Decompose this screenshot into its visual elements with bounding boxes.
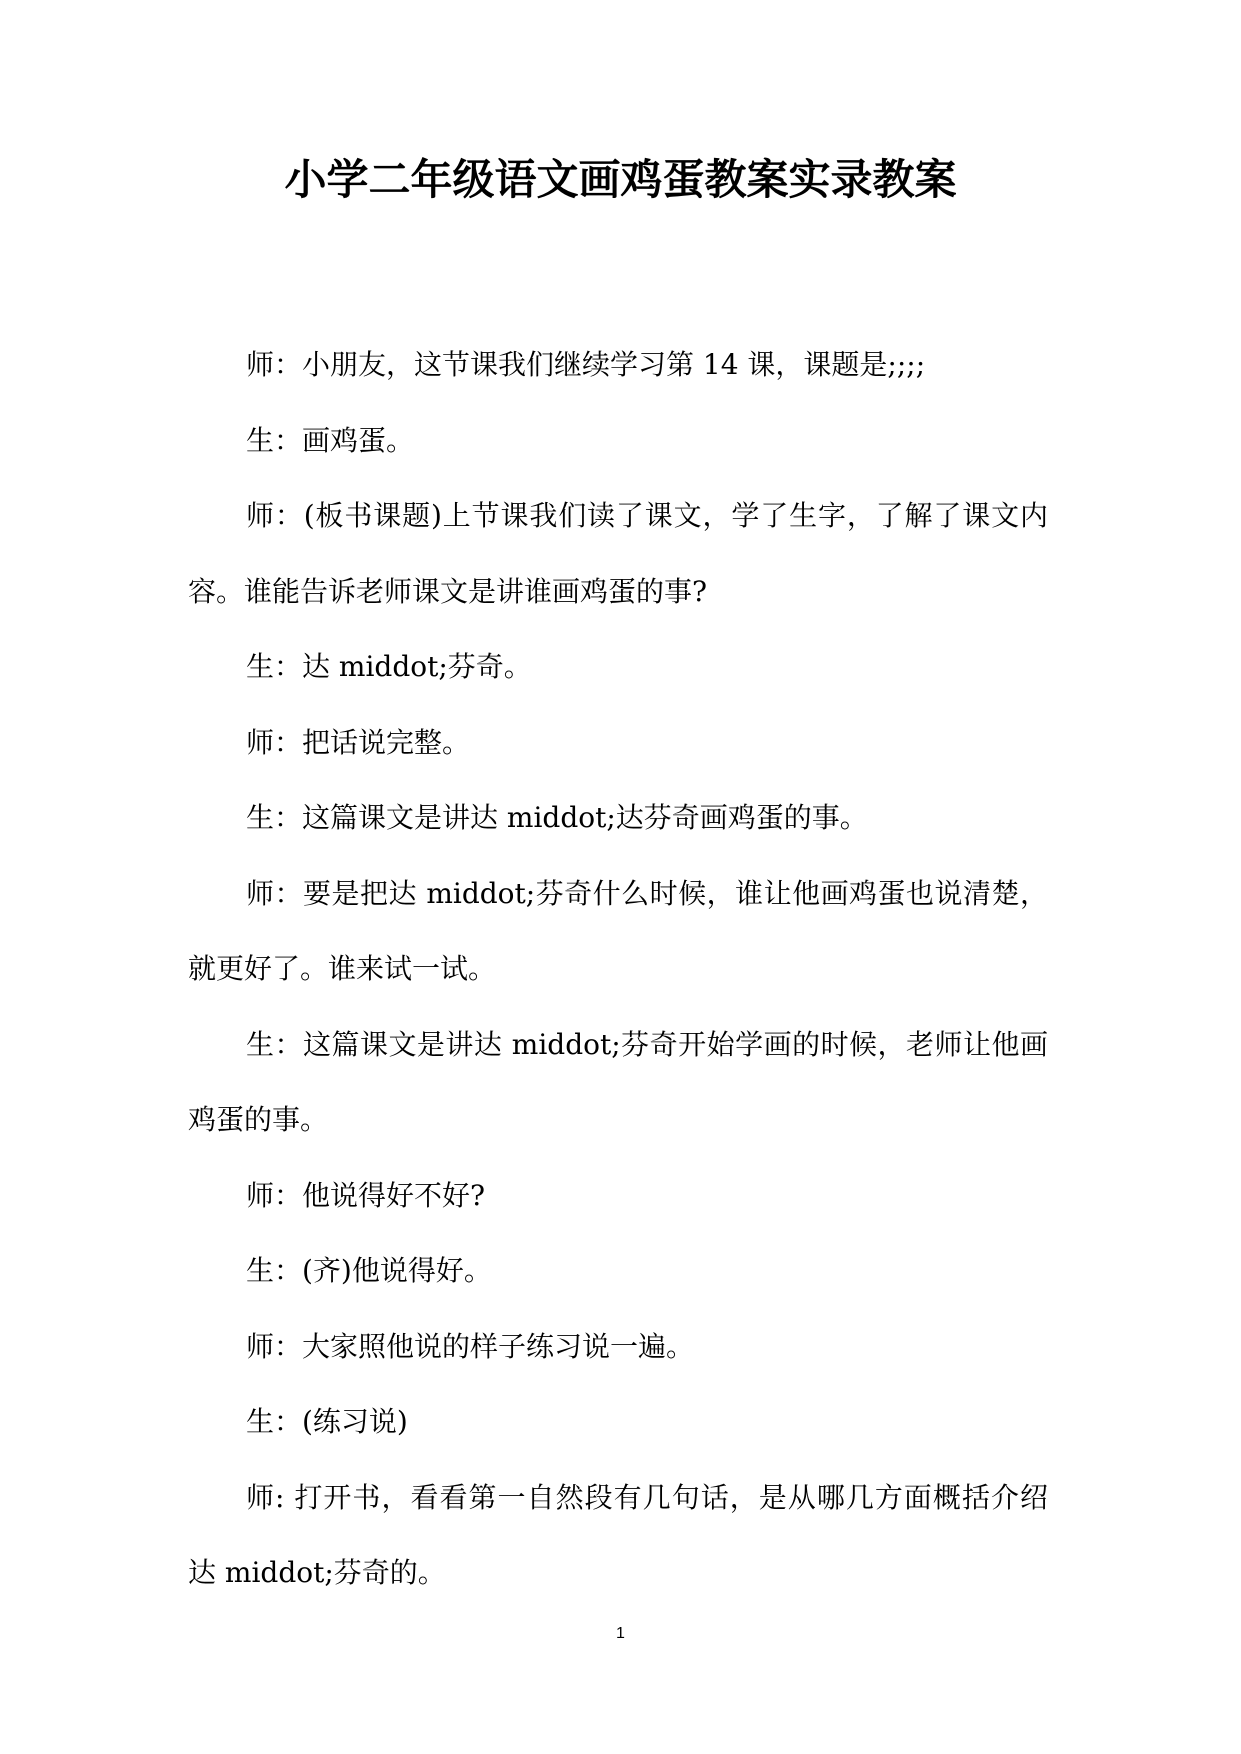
paragraph: 师：小朋友，这节课我们继续学习第 14 课，课题是;;;; <box>246 348 926 381</box>
paragraph: 生：(练习说) <box>246 1405 408 1438</box>
page-number: 1 <box>616 1625 625 1642</box>
paragraph: 生：达 middot;芬奇。 <box>246 650 532 683</box>
paragraph: 师：把话说完整。 <box>246 725 471 759</box>
paragraph: 师：大家照他说的样子练习说一遍。 <box>246 1329 695 1363</box>
paragraph: 生：画鸡蛋。 <box>246 423 415 457</box>
paragraph: 师：要是把达 middot;芬奇什么时候，谁让他画鸡蛋也说清楚，就更好了。谁来试一试。 <box>188 876 1048 985</box>
document-body <box>188 327 1048 1611</box>
paragraph: 师: 打开书，看看第一自然段有几句话，是从哪几方面概括介绍达 middot;芬奇的。 <box>188 1480 1048 1589</box>
document-title: 小学二年级语文画鸡蛋教案实录教案 <box>284 155 957 204</box>
paragraph: 师：他说得好不好? <box>246 1178 486 1212</box>
paragraph: 生：(齐)他说得好。 <box>246 1254 492 1287</box>
paragraph: 生：这篇课文是讲达 middot;达芬奇画鸡蛋的事。 <box>246 801 868 834</box>
paragraph: 师：(板书课题)上节课我们读了课文，学了生字，了解了课文内容。谁能告诉老师课文是讲谁画鸡蛋的事? <box>188 499 1048 608</box>
paragraph: 生：这篇课文是讲达 middot;芬奇开始学画的时候，老师让他画鸡蛋的事。 <box>188 1027 1048 1136</box>
